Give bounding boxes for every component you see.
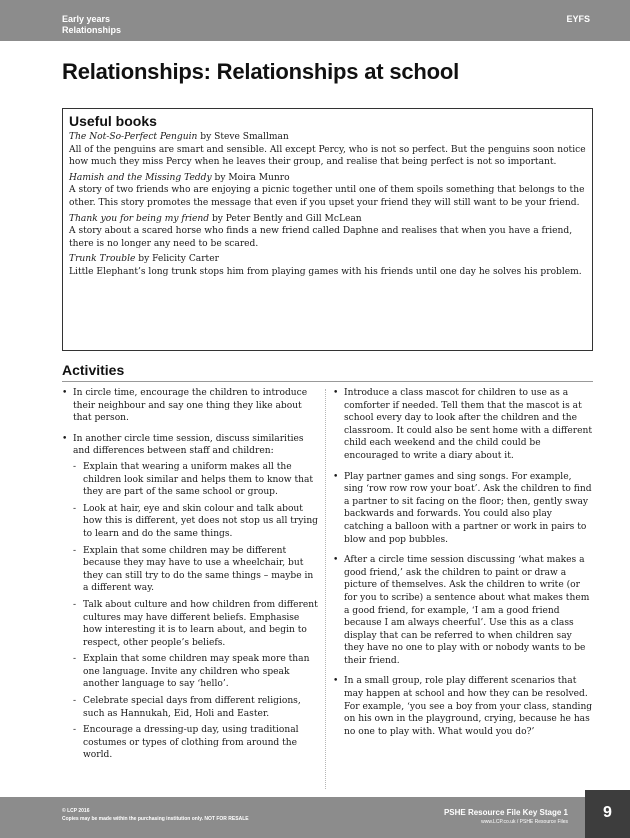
activity-sublist (73, 461, 319, 762)
footer-copyright: © LCP 2016 (62, 808, 90, 814)
footer-series: PSHE Resource File Key Stage 1 (443, 808, 568, 817)
page-number: 9 (585, 790, 630, 838)
activities-heading: Activities (62, 362, 125, 378)
useful-books-box (62, 108, 593, 351)
book-author: by Steve Smallman (197, 132, 289, 142)
book-title: Thank you for being my friend (69, 213, 210, 224)
book-entry (69, 213, 586, 251)
header-line-1: Early years (62, 14, 111, 24)
useful-books-heading: Useful books (69, 113, 157, 129)
activity-item: • Introduce a class mascot for children to use as a comforter if needed. Tell them that the mascot is at school every day to look after the children and the classroom. It could also be sent home with a different child each weekend and the child could be encouraged to write a diary about it. (333, 387, 593, 463)
book-title: Hamish and the Missing Teddy (69, 172, 212, 183)
footer-notice: Copies may be made within the purchasing institution only. NOT FOR RESALE (62, 816, 249, 822)
book-description: All of the penguins are smart and sensible. All except Percy, who is not so perfect. But the penguins soon notice how much they miss Percy when he leaves their group, and realise that being perfect is not so important. (69, 144, 586, 168)
book-description: A story about a scared horse who finds a new friend called Daphne and realises that when you have a friend, there is no longer any need to be scared. (69, 226, 573, 249)
footer-copyright-block (62, 807, 249, 823)
activity-item: • In a small group, role play different scenarios that may happen at school and how they can be resolved. For example, ‘you see a boy from your class, standing on his own in the playground, crying, because he has no one to play with. What would you do?’ (333, 675, 593, 738)
activity-subitem: - Celebrate special days from different religions, such as Hannukah, Eid, Holi and Easter. (73, 695, 319, 720)
activity-subitem: - Encourage a dressing-up day, using traditional costumes or types of clothing from around the world. (73, 724, 319, 762)
footer-url: www.LCP.co.uk / PSHE Resource Files (481, 819, 568, 825)
book-author: by Felicity Carter (135, 254, 219, 265)
book-entry (69, 253, 586, 278)
activity-subitem: - Look at hair, eye and skin colour and talk about how this is different, yet does not stop us all trying to learn and do the same things. (73, 503, 319, 541)
activity-item: • In circle time, encourage the children to introduce their neighbour and say one thing they like about that person. (62, 387, 319, 425)
page-title: Relationships: Relationships at school (62, 59, 460, 84)
activity-item: • Play partner games and sing songs. For example, sing ‘row row row your boat’. Ask the children to find a partner to sit facing on the floor; then, gently sway backwards and forwards. You could also play catching a balloon with a partner or work in pairs to blow and pop bubbles. (333, 471, 593, 547)
footer-series-block (444, 808, 568, 826)
book-title: The Not-So-Perfect Penguin (69, 132, 198, 142)
activities-left-column (62, 387, 319, 770)
column-divider (325, 389, 326, 789)
header-section-label (62, 14, 121, 36)
book-description: A story of two friends who are enjoying a picnic together until one of them spoils something that belongs to the other. This story promotes the message that even if you upset your friend they will still want to be your friend. (69, 185, 585, 208)
book-description: Little Elephant’s long trunk stops him from playing games with his friends until one day he solves his problem. (69, 266, 582, 277)
activity-subitem: - Explain that some children may speak more than one language. Invite any children who speak another language to say ‘hello’. (73, 653, 319, 691)
activity-subitem: - Talk about culture and how children from different cultures may have different beliefs. Emphasise how interesting it is to learn about, and begin to respect, other people’s beliefs. (73, 599, 319, 649)
activities-right-column (333, 387, 593, 746)
activities-rule (62, 381, 593, 382)
book-entry (69, 172, 586, 210)
activity-item (62, 433, 319, 762)
activity-item-text: In another circle time session, discuss similarities and differences between staff and children: (73, 433, 304, 457)
book-entry (69, 131, 586, 169)
activity-subitem: - Explain that some children may be different because they may have to use a wheelchair, but they can still try to do the same things – maybe in a different way. (73, 545, 319, 595)
activity-item: • After a circle time session discussing ‘what makes a good friend,’ ask the children to paint or draw a picture of themselves. Ask the children to write (or for you to scribe) a sentence about what makes them a good friend, for example, ‘I am a good friend because I am always cheerful’. Use this as a class display that can be referred to when children say they have no one to play with or nobody wants to be their friend. (333, 554, 593, 667)
book-author: by Peter Bently and Gill McLean (209, 213, 362, 224)
header-line-2: Relationships (62, 25, 122, 35)
book-title: Trunk Trouble (69, 254, 136, 265)
book-author: by Moira Munro (211, 172, 290, 183)
header-stage-tag: EYFS (566, 14, 590, 24)
activity-subitem: - Explain that wearing a uniform makes all the children look similar and helps them to know that they are part of the same school or group. (73, 461, 319, 499)
